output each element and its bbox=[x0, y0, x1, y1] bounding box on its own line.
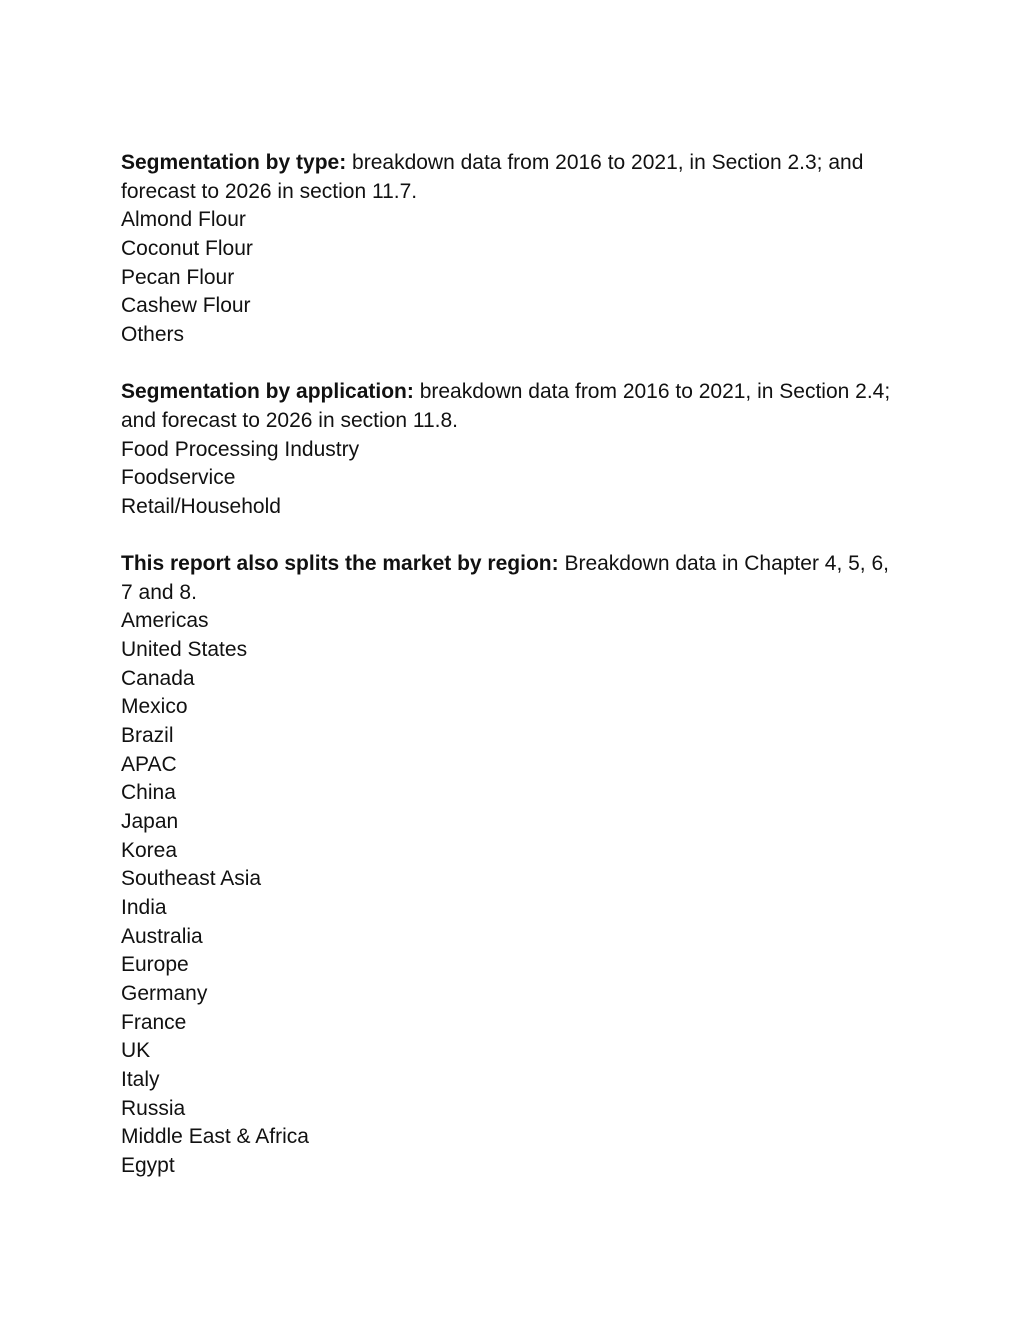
list-item: China bbox=[121, 781, 176, 805]
list-item: Brazil bbox=[121, 724, 174, 748]
list-item: Americas bbox=[121, 609, 209, 633]
list-item: Korea bbox=[121, 838, 178, 862]
region-heading-lead: This report also splits the market by region: bbox=[121, 552, 559, 576]
list-item: UK bbox=[121, 1039, 151, 1063]
list-item: India bbox=[121, 896, 167, 920]
list-item: Middle East & Africa bbox=[121, 1125, 309, 1149]
type-section bbox=[121, 149, 891, 350]
list-item: Southeast Asia bbox=[121, 867, 262, 891]
list-item: United States bbox=[121, 638, 248, 662]
list-item: Cashew Flour bbox=[121, 294, 251, 318]
application-heading-paragraph bbox=[121, 378, 891, 435]
type-heading-text: breakdown data from 2016 to 2021, in Section 2.3; and forecast to 2026 in section 11.7. bbox=[121, 151, 864, 203]
list-item: Mexico bbox=[121, 695, 188, 719]
list-item: APAC bbox=[121, 752, 177, 776]
list-item: France bbox=[121, 1010, 187, 1034]
region-section bbox=[121, 550, 891, 1180]
list-item: Canada bbox=[121, 666, 195, 690]
list-item: Australia bbox=[121, 924, 203, 948]
list-item: Coconut Flour bbox=[121, 236, 253, 260]
paragraph-gap bbox=[121, 522, 891, 551]
application-heading-text: breakdown data from 2016 to 2021, in Section 2.4; and forecast to 2026 in section 11.8. bbox=[121, 380, 891, 432]
list-item: Italy bbox=[121, 1067, 160, 1091]
list-item: Egypt bbox=[121, 1153, 175, 1177]
list-item: Europe bbox=[121, 953, 189, 977]
paragraph-gap bbox=[121, 350, 891, 379]
type-heading-lead: Segmentation by type: bbox=[121, 151, 347, 174]
type-heading-paragraph bbox=[121, 149, 891, 206]
list-item: Japan bbox=[121, 810, 179, 834]
application-heading-lead: Segmentation by application: bbox=[121, 380, 414, 404]
document-page bbox=[121, 149, 891, 1181]
list-item: Others bbox=[121, 322, 185, 346]
list-item: Almond Flour bbox=[121, 208, 246, 232]
application-section bbox=[121, 378, 891, 521]
list-item: Russia bbox=[121, 1096, 186, 1120]
list-item: Germany bbox=[121, 982, 208, 1005]
region-heading-paragraph bbox=[121, 550, 891, 607]
region-heading-text: Breakdown data in Chapter 4, 5, 6, 7 and 8. bbox=[121, 552, 889, 604]
list-item: Foodservice bbox=[121, 466, 236, 490]
list-item: Food Processing Industry bbox=[121, 437, 360, 461]
list-item: Retail/Household bbox=[121, 494, 281, 518]
list-item: Pecan Flour bbox=[121, 265, 235, 289]
